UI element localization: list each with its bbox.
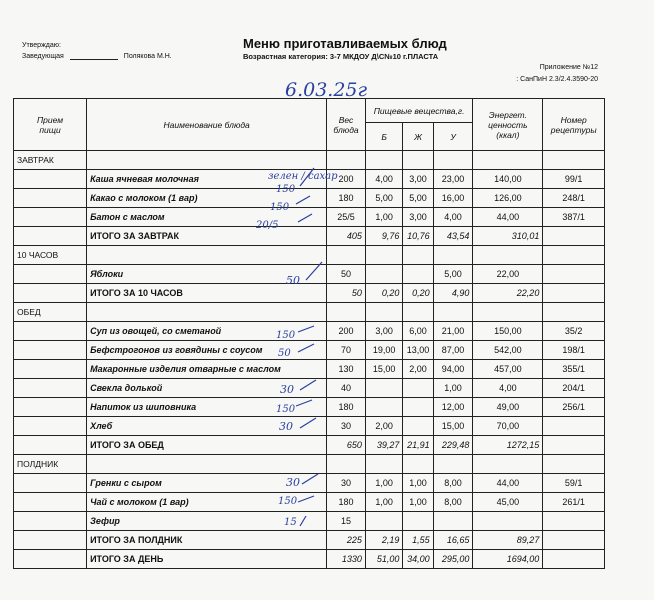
empty-cell [543, 284, 605, 303]
dish-name: Чай с молоком (1 вар) [87, 493, 327, 512]
total-row [14, 284, 605, 303]
handwritten-porridge: 150 [276, 184, 296, 195]
table-row [14, 360, 605, 379]
carb-value: 94,00 [433, 360, 473, 379]
empty-cell [87, 151, 327, 170]
section-name: ПОЛДНИК [14, 455, 87, 474]
empty-cell [14, 512, 87, 531]
day-total-weight: 1330 [327, 550, 366, 569]
protein-value: 5,00 [365, 189, 403, 208]
empty-cell [14, 493, 87, 512]
fat-value [403, 379, 433, 398]
handwritten-rosehip: 150 [276, 404, 296, 415]
dish-name: Хлеб [87, 417, 327, 436]
fat-value: 6,00 [403, 322, 433, 341]
section-name: ЗАВТРАК [14, 151, 87, 170]
recipe-number: 198/1 [543, 341, 605, 360]
empty-cell [543, 550, 605, 569]
carb-value: 8,00 [433, 474, 473, 493]
col-energy: Энергет. ценность (ккал) [473, 99, 543, 151]
fat-value: 3,00 [403, 208, 433, 227]
carb-value: 4,00 [433, 208, 473, 227]
protein-value [365, 398, 403, 417]
col-dish: Наименование блюда [87, 99, 327, 151]
carb-value: 23,00 [433, 170, 473, 189]
handwritten-tea: 150 [278, 496, 298, 507]
col-b: Б [365, 123, 403, 151]
recipe-number: 35/2 [543, 322, 605, 341]
dish-name: Бефстрогонов из говядины с соусом [87, 341, 327, 360]
dish-weight: 180 [327, 493, 366, 512]
carb-value: 21,00 [433, 322, 473, 341]
total-carb: 229,48 [433, 436, 473, 455]
empty-cell [543, 227, 605, 246]
total-row [14, 227, 605, 246]
fat-value [403, 417, 433, 436]
handwritten-beet: 30 [280, 383, 294, 396]
total-label: ИТОГО ЗА ПОЛДНИК [87, 531, 327, 550]
protein-value: 19,00 [365, 341, 403, 360]
col-weight: Вес блюда [327, 99, 366, 151]
fat-value: 3,00 [403, 170, 433, 189]
empty-cell [403, 246, 433, 265]
empty-cell [87, 246, 327, 265]
empty-cell [14, 474, 87, 493]
table-row [14, 265, 605, 284]
dish-name: Яблоки [87, 265, 327, 284]
section-row [14, 151, 605, 170]
empty-cell [14, 170, 87, 189]
handwritten-date [283, 78, 373, 100]
day-total-label: ИТОГО ЗА ДЕНЬ [87, 550, 327, 569]
empty-cell [14, 531, 87, 550]
section-name: ОБЕД [14, 303, 87, 322]
energy-value: 542,00 [473, 341, 543, 360]
dish-name: Батон с маслом [87, 208, 327, 227]
section-row [14, 246, 605, 265]
dish-weight: 180 [327, 398, 366, 417]
total-weight: 405 [327, 227, 366, 246]
dish-weight: 25/5 [327, 208, 366, 227]
recipe-number: 99/1 [543, 170, 605, 189]
empty-cell [543, 246, 605, 265]
empty-cell [14, 284, 87, 303]
energy-value: 150,00 [473, 322, 543, 341]
empty-cell [327, 303, 366, 322]
empty-cell [543, 531, 605, 550]
empty-cell [14, 322, 87, 341]
energy-value: 4,00 [473, 379, 543, 398]
handwritten-toast: 30 [286, 476, 300, 489]
empty-cell [14, 417, 87, 436]
section-row [14, 455, 605, 474]
carb-value: 12,00 [433, 398, 473, 417]
dish-name: Напиток из шиповника [87, 398, 327, 417]
dish-name: Гренки с сыром [87, 474, 327, 493]
dish-weight: 30 [327, 417, 366, 436]
dish-weight: 30 [327, 474, 366, 493]
empty-cell [87, 455, 327, 474]
table-row [14, 189, 605, 208]
fat-value: 1,00 [403, 474, 433, 493]
menu-table [13, 98, 605, 569]
recipe-number [543, 417, 605, 436]
empty-cell [365, 246, 403, 265]
menu-body [14, 151, 605, 569]
recipe-number: 204/1 [543, 379, 605, 398]
protein-value: 1,00 [365, 493, 403, 512]
section-name: 10 ЧАСОВ [14, 246, 87, 265]
empty-cell [14, 189, 87, 208]
empty-cell [14, 436, 87, 455]
empty-cell [14, 360, 87, 379]
empty-cell [14, 398, 87, 417]
protein-value: 2,00 [365, 417, 403, 436]
empty-cell [543, 455, 605, 474]
energy-value: 70,00 [473, 417, 543, 436]
total-protein: 9,76 [365, 227, 403, 246]
total-label: ИТОГО ЗА ЗАВТРАК [87, 227, 327, 246]
dish-weight: 200 [327, 322, 366, 341]
protein-value [365, 379, 403, 398]
recipe-number [543, 265, 605, 284]
day-total-fat: 34,00 [403, 550, 433, 569]
day-total-row [14, 550, 605, 569]
table-header-row [14, 99, 605, 123]
fat-value [403, 512, 433, 531]
empty-cell [403, 151, 433, 170]
day-total-protein: 51,00 [365, 550, 403, 569]
empty-cell [327, 151, 366, 170]
dish-name: Макаронные изделия отварные с маслом [87, 360, 327, 379]
total-energy: 1272,15 [473, 436, 543, 455]
table-row [14, 379, 605, 398]
carb-value: 1,00 [433, 379, 473, 398]
dish-weight: 70 [327, 341, 366, 360]
dish-weight: 180 [327, 189, 366, 208]
protein-value [365, 265, 403, 284]
col-nutrients: Пищевые вещества,г. [365, 99, 473, 123]
total-row [14, 531, 605, 550]
recipe-number: 261/1 [543, 493, 605, 512]
energy-value: 22,00 [473, 265, 543, 284]
carb-value: 5,00 [433, 265, 473, 284]
empty-cell [403, 303, 433, 322]
handwritten-beef: 50 [278, 348, 291, 359]
table-row [14, 170, 605, 189]
dish-weight: 130 [327, 360, 366, 379]
empty-cell [14, 379, 87, 398]
empty-cell [365, 151, 403, 170]
col-u: У [433, 123, 473, 151]
protein-value: 1,00 [365, 208, 403, 227]
empty-cell [473, 303, 543, 322]
dish-name: Какао с молоком (1 вар) [87, 189, 327, 208]
recipe-number: 59/1 [543, 474, 605, 493]
recipe-number [543, 512, 605, 531]
handwritten-greens-sugar: зелен / сахар [268, 171, 338, 182]
empty-cell [14, 550, 87, 569]
empty-cell [365, 455, 403, 474]
col-recipe: Номер рецептуры [543, 99, 605, 151]
total-label: ИТОГО ЗА 10 ЧАСОВ [87, 284, 327, 303]
total-energy: 22,20 [473, 284, 543, 303]
dish-name: Свекла долькой [87, 379, 327, 398]
table-row [14, 474, 605, 493]
table-row [14, 208, 605, 227]
table-row [14, 341, 605, 360]
empty-cell [433, 303, 473, 322]
head-name: Полякова М.Н. [123, 53, 172, 60]
svg-text:6.03.25г: 6.03.25г [285, 79, 368, 100]
table-row [14, 417, 605, 436]
empty-cell [543, 303, 605, 322]
age-category: Возрастная категория: 3-7 МКДОУ Д\С№10 г.ПЛАСТА [243, 52, 439, 61]
energy-value: 49,00 [473, 398, 543, 417]
total-carb: 43,54 [433, 227, 473, 246]
table-row [14, 398, 605, 417]
empty-cell [327, 246, 366, 265]
empty-cell [473, 246, 543, 265]
empty-cell [473, 455, 543, 474]
energy-value: 44,00 [473, 208, 543, 227]
energy-value: 457,00 [473, 360, 543, 379]
recipe-number: 248/1 [543, 189, 605, 208]
table-row [14, 493, 605, 512]
empty-cell [14, 208, 87, 227]
empty-cell [14, 227, 87, 246]
protein-value [365, 512, 403, 531]
total-fat: 0,20 [403, 284, 433, 303]
total-weight: 225 [327, 531, 366, 550]
appendix-block [516, 62, 598, 86]
sanpin-label: : СанПиН 2.3/2.4.3590-20 [516, 76, 598, 83]
empty-cell [403, 455, 433, 474]
fat-value: 13,00 [403, 341, 433, 360]
total-protein: 2,19 [365, 531, 403, 550]
carb-value: 87,00 [433, 341, 473, 360]
empty-cell [14, 265, 87, 284]
energy-value [473, 512, 543, 531]
fat-value: 5,00 [403, 189, 433, 208]
empty-cell [14, 341, 87, 360]
carb-value: 16,00 [433, 189, 473, 208]
col-zh: Ж [403, 123, 433, 151]
protein-value: 1,00 [365, 474, 403, 493]
empty-cell [543, 151, 605, 170]
handwritten-zephyr: 15 [284, 517, 297, 528]
signature-line [70, 51, 118, 60]
table-row [14, 322, 605, 341]
dish-weight: 40 [327, 379, 366, 398]
fat-value [403, 265, 433, 284]
total-carb: 16,65 [433, 531, 473, 550]
empty-cell [433, 246, 473, 265]
empty-cell [327, 455, 366, 474]
table-row [14, 512, 605, 531]
empty-cell [87, 303, 327, 322]
day-total-energy: 1694,00 [473, 550, 543, 569]
handwritten-cocoa: 150 [270, 202, 290, 213]
total-fat: 21,91 [403, 436, 433, 455]
dish-name: Суп из овощей, со сметаной [87, 322, 327, 341]
total-protein: 0,20 [365, 284, 403, 303]
handwritten-baton: 20/5 [256, 220, 279, 231]
approval-block [22, 40, 172, 62]
protein-value: 15,00 [365, 360, 403, 379]
day-total-carb: 295,00 [433, 550, 473, 569]
energy-value: 45,00 [473, 493, 543, 512]
handwritten-bread: 30 [279, 420, 293, 433]
energy-value: 126,00 [473, 189, 543, 208]
total-energy: 310,01 [473, 227, 543, 246]
page-title: Меню приготавливаемых блюд [243, 36, 447, 51]
col-meal: Прием пищи [14, 99, 87, 151]
energy-value: 140,00 [473, 170, 543, 189]
empty-cell [433, 455, 473, 474]
protein-value: 4,00 [365, 170, 403, 189]
fat-value [403, 398, 433, 417]
recipe-number: 387/1 [543, 208, 605, 227]
total-weight: 50 [327, 284, 366, 303]
dish-name: Зефир [87, 512, 327, 531]
total-carb: 4,90 [433, 284, 473, 303]
dish-weight: 15 [327, 512, 366, 531]
handwritten-soup: 150 [276, 330, 296, 341]
energy-value: 44,00 [473, 474, 543, 493]
dish-weight: 50 [327, 265, 366, 284]
fat-value: 1,00 [403, 493, 433, 512]
empty-cell [543, 436, 605, 455]
handwritten-apples: 50 [286, 274, 300, 287]
total-protein: 39,27 [365, 436, 403, 455]
fat-value: 2,00 [403, 360, 433, 379]
total-fat: 1,55 [403, 531, 433, 550]
recipe-number: 355/1 [543, 360, 605, 379]
total-energy: 89,27 [473, 531, 543, 550]
empty-cell [473, 151, 543, 170]
empty-cell [433, 151, 473, 170]
total-label: ИТОГО ЗА ОБЕД [87, 436, 327, 455]
recipe-number: 256/1 [543, 398, 605, 417]
appendix-label: Приложение №12 [539, 64, 598, 71]
total-fat: 10,76 [403, 227, 433, 246]
protein-value: 3,00 [365, 322, 403, 341]
carb-value: 8,00 [433, 493, 473, 512]
section-row [14, 303, 605, 322]
total-weight: 650 [327, 436, 366, 455]
total-row [14, 436, 605, 455]
carb-value: 15,00 [433, 417, 473, 436]
approved-label: Утверждаю: [22, 42, 61, 49]
dish-name: Каша ячневая молочная [87, 170, 327, 189]
dish-weight: 200 [327, 170, 366, 189]
head-label: Заведующая [22, 53, 64, 60]
empty-cell [365, 303, 403, 322]
carb-value [433, 512, 473, 531]
